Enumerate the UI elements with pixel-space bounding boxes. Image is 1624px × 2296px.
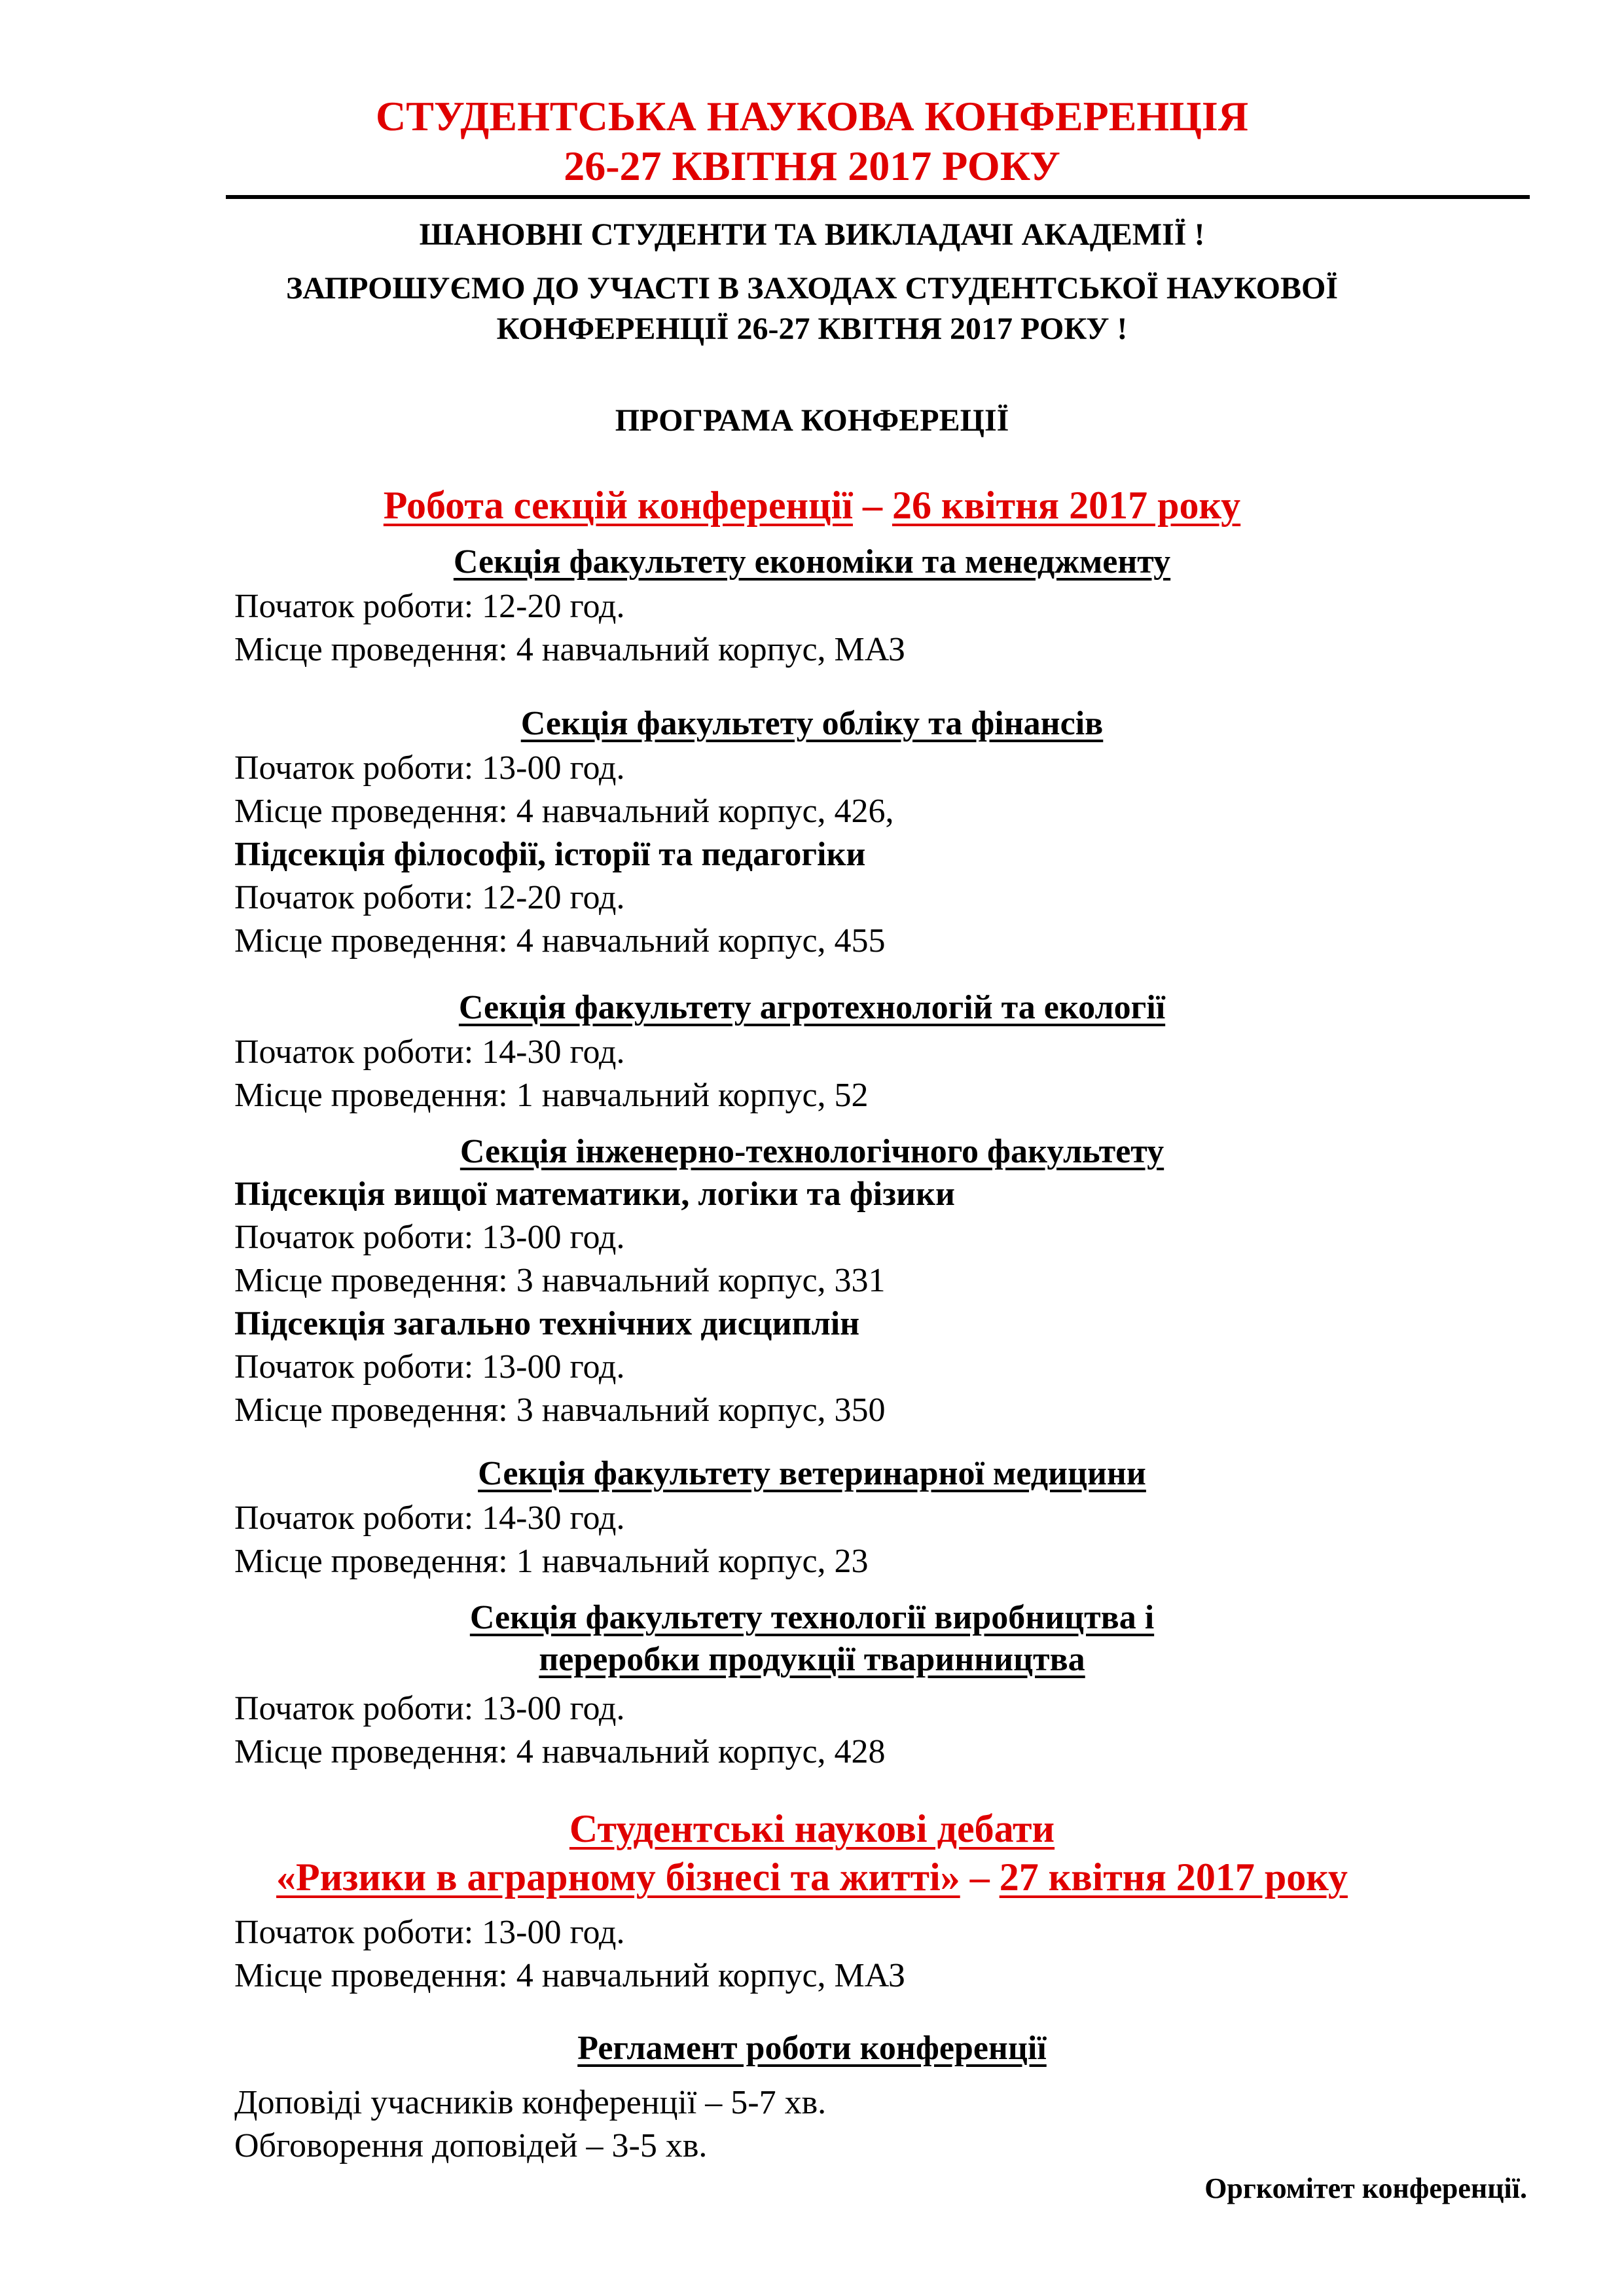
section-vet-place: Місце проведення: 1 навчальний корпус, 23 bbox=[234, 1543, 869, 1580]
subsection-technical-place: Місце проведення: 3 навчальний корпус, 350 bbox=[234, 1391, 886, 1429]
day1-heading bbox=[0, 481, 1624, 529]
section-tech-place: Місце проведення: 4 навчальний корпус, 428 bbox=[234, 1733, 886, 1770]
section-econ-place: Місце проведення: 4 навчальний корпус, МАЗ bbox=[234, 631, 906, 668]
section-finance-details bbox=[234, 747, 894, 963]
conference-title-line1: СТУДЕНТСЬКА НАУКОВА КОНФЕРЕНЦІЯ bbox=[375, 93, 1249, 139]
section-agro-start: Початок роботи: 14-30 год. bbox=[234, 1033, 625, 1071]
section-eng-title: Секція інженерно-технологічного факультету bbox=[460, 1133, 1164, 1170]
program-title: ПРОГРАМА КОНФЕРЕЦІЇ bbox=[615, 403, 1009, 438]
section-agro-place: Місце проведення: 1 навчальний корпус, 52 bbox=[234, 1077, 869, 1114]
section-tech-title-line2: переробки продукції тваринництва bbox=[539, 1641, 1085, 1678]
regulations-item-discussion: Обговорення доповідей – 3-5 хв. bbox=[234, 2127, 708, 2164]
section-vet-title: Секція факультету ветеринарної медицини bbox=[478, 1455, 1146, 1492]
debates-place: Місце проведення: 4 навчальний корпус, МАЗ bbox=[234, 1957, 906, 1994]
section-econ-start: Початок роботи: 12-20 год. bbox=[234, 588, 625, 625]
section-tech-title-line1: Секція факультету технології виробництва і bbox=[469, 1599, 1155, 1636]
subsection-math-start: Початок роботи: 13-00 год. bbox=[234, 1219, 625, 1256]
subsection-technical-start: Початок роботи: 13-00 год. bbox=[234, 1348, 625, 1386]
section-econ-details bbox=[234, 585, 905, 672]
subsection-philosophy-place: Місце проведення: 4 навчальний корпус, 455 bbox=[234, 922, 886, 960]
section-eng-details bbox=[234, 1173, 955, 1432]
subsection-technical-title: Підсекція загально технічних дисциплін bbox=[234, 1305, 860, 1342]
debates-heading-line1: Студентські наукові дебати bbox=[569, 1807, 1055, 1850]
section-agro-title: Секція факультету агротехнологій та екології bbox=[458, 989, 1166, 1026]
conference-title-line2: 26-27 КВІТНЯ 2017 РОКУ bbox=[564, 143, 1060, 189]
section-agro-details bbox=[234, 1031, 869, 1117]
regulations-list bbox=[234, 2081, 826, 2168]
debates-heading-dash: – bbox=[960, 1856, 1000, 1899]
conference-title bbox=[0, 92, 1624, 191]
day1-heading-title: Робота секцій конференції bbox=[383, 484, 853, 527]
debates-start: Початок роботи: 13-00 год. bbox=[234, 1914, 625, 1951]
debates-heading bbox=[0, 1804, 1624, 1901]
section-tech-title bbox=[0, 1597, 1624, 1681]
subsection-math-title: Підсекція вищої математики, логіки та фізики bbox=[234, 1175, 955, 1213]
section-tech-start: Початок роботи: 13-00 год. bbox=[234, 1690, 625, 1727]
title-divider bbox=[226, 195, 1530, 199]
debates-details bbox=[234, 1911, 905, 1998]
organizing-committee-signature: Оргкомітет конференції. bbox=[1204, 2172, 1527, 2204]
regulations-title: Регламент роботи конференції bbox=[577, 2030, 1047, 2067]
day1-heading-dash: – bbox=[852, 484, 892, 527]
day1-heading-date: 26 квітня 2017 року bbox=[892, 484, 1241, 527]
invitation-line1: ЗАПРОШУЄМО ДО УЧАСТІ В ЗАХОДАХ СТУДЕНТСЬКОЇ НАУКОВОЇ bbox=[285, 271, 1339, 306]
section-vet-details bbox=[234, 1497, 869, 1583]
greeting: ШАНОВНІ СТУДЕНТИ ТА ВИКЛАДАЧІ АКАДЕМІЇ ! bbox=[419, 217, 1205, 252]
invitation bbox=[0, 268, 1624, 350]
invitation-line2: КОНФЕРЕНЦІЇ 26-27 КВІТНЯ 2017 РОКУ ! bbox=[496, 312, 1128, 346]
subsection-philosophy-title: Підсекція філософії, історії та педагогіки bbox=[234, 836, 866, 873]
debates-heading-topic: «Ризики в аграрному бізнесі та житті» bbox=[276, 1856, 960, 1899]
subsection-math-place: Місце проведення: 3 навчальний корпус, 331 bbox=[234, 1262, 886, 1299]
section-econ-title: Секція факультету економіки та менеджменту bbox=[453, 543, 1171, 581]
subsection-philosophy-start: Початок роботи: 12-20 год. bbox=[234, 879, 625, 916]
regulations-item-reports: Доповіді учасників конференції – 5-7 хв. bbox=[234, 2084, 827, 2121]
section-tech-details bbox=[234, 1687, 886, 1774]
debates-heading-date: 27 квітня 2017 року bbox=[999, 1856, 1348, 1899]
section-finance-title: Секція факультету обліку та фінансів bbox=[520, 705, 1104, 742]
section-finance-place: Місце проведення: 4 навчальний корпус, 426, bbox=[234, 793, 894, 830]
section-vet-start: Початок роботи: 14-30 год. bbox=[234, 1499, 625, 1537]
section-finance-start: Початок роботи: 13-00 год. bbox=[234, 749, 625, 787]
